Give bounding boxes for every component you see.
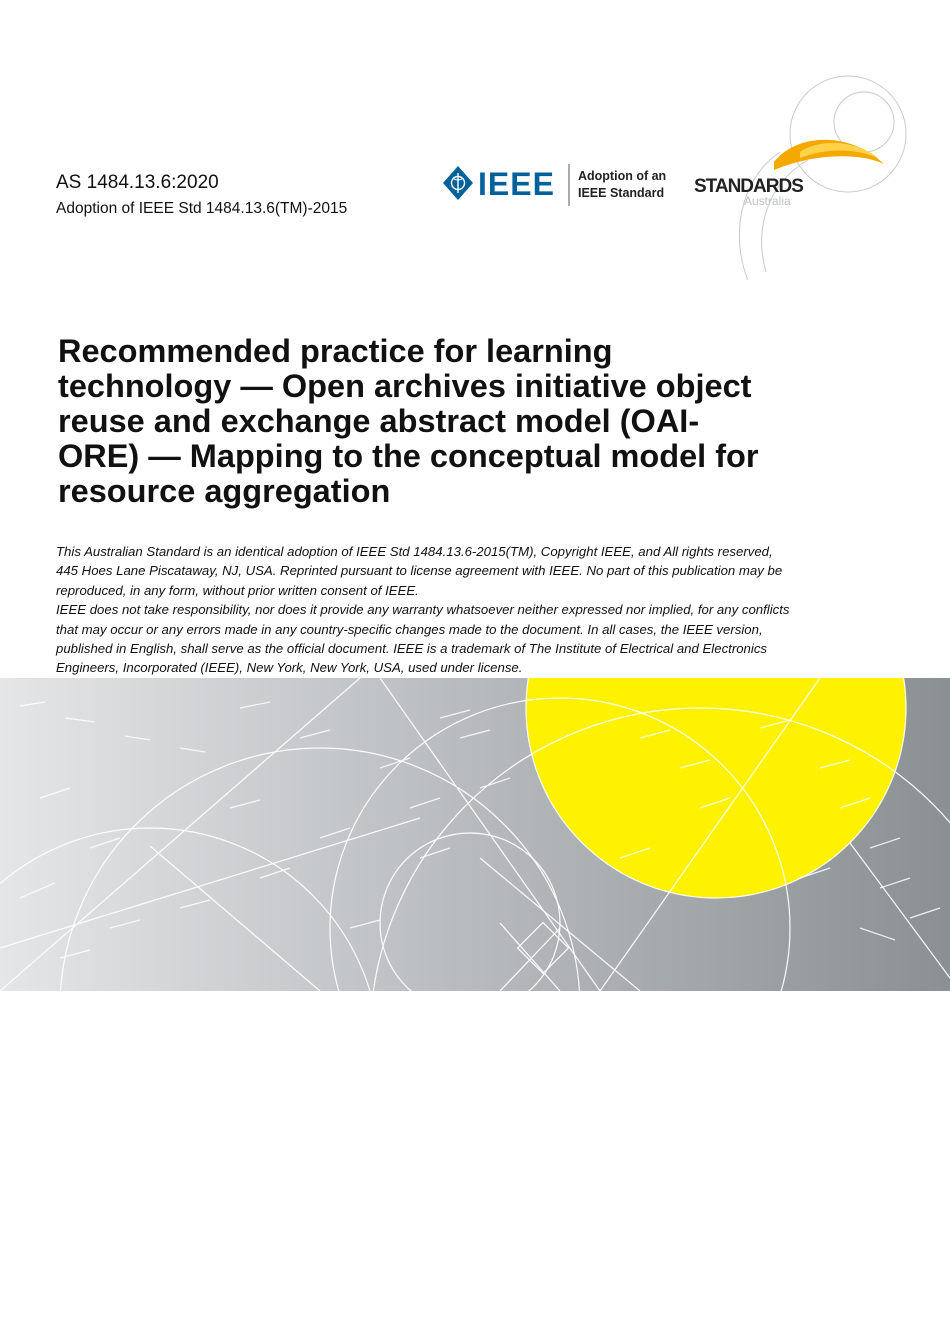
document-title <box>58 334 878 509</box>
notice-line: that may occur or any errors made in any country-specific changes made to the document. In all cases, the IEEE version, <box>56 621 763 637</box>
australia-wordmark: Australia <box>744 194 791 208</box>
copyright-notice <box>56 542 886 678</box>
ieee-wordmark: IEEE <box>478 166 555 202</box>
title-line: Recommended practice for learning <box>58 333 613 369</box>
title-line: ORE) — Mapping to the conceptual model for <box>58 438 759 474</box>
title-line: reuse and exchange abstract model (OAI- <box>58 403 700 439</box>
ieee-adoption-logo <box>442 160 672 210</box>
notice-line: IEEE does not take responsibility, nor does it provide any warranty whatsoever neither expressed nor implied, for any conflicts <box>56 602 790 618</box>
ieee-tagline-line2: IEEE Standard <box>578 186 665 200</box>
title-line: resource aggregation <box>58 473 391 509</box>
notice-line: published in English, shall serve as the official document. IEEE is a trademark of The Institute of Electrical and Electronics <box>56 641 768 657</box>
adoption-line: Adoption of IEEE Std 1484.13.6(TM)-2015 <box>56 200 348 217</box>
notice-line: 445 Hoes Lane Piscataway, NJ, USA. Reprinted pursuant to license agreement with IEEE. No part of this publication may be <box>56 563 783 579</box>
notice-line: reproduced, in any form, without prior written consent of IEEE. <box>56 582 419 598</box>
ieee-tagline-line1: Adoption of an <box>578 169 667 183</box>
ieee-diamond-icon <box>443 166 473 200</box>
standards-australia-logo <box>688 72 908 282</box>
title-line: technology — Open archives initiative object <box>58 368 752 404</box>
notice-line: This Australian Standard is an identical adoption of IEEE Std 1484.13.6-2015(TM), Copyright IEEE, and All rights reserved, <box>56 544 773 559</box>
standard-number: AS 1484.13.6:2020 <box>56 172 219 193</box>
notice-line: Engineers, Incorporated (IEEE), New York, New York, USA, used under license. <box>56 660 523 676</box>
cover-artwork <box>0 678 950 991</box>
standards-wordmark: STANDARDS <box>694 176 803 197</box>
